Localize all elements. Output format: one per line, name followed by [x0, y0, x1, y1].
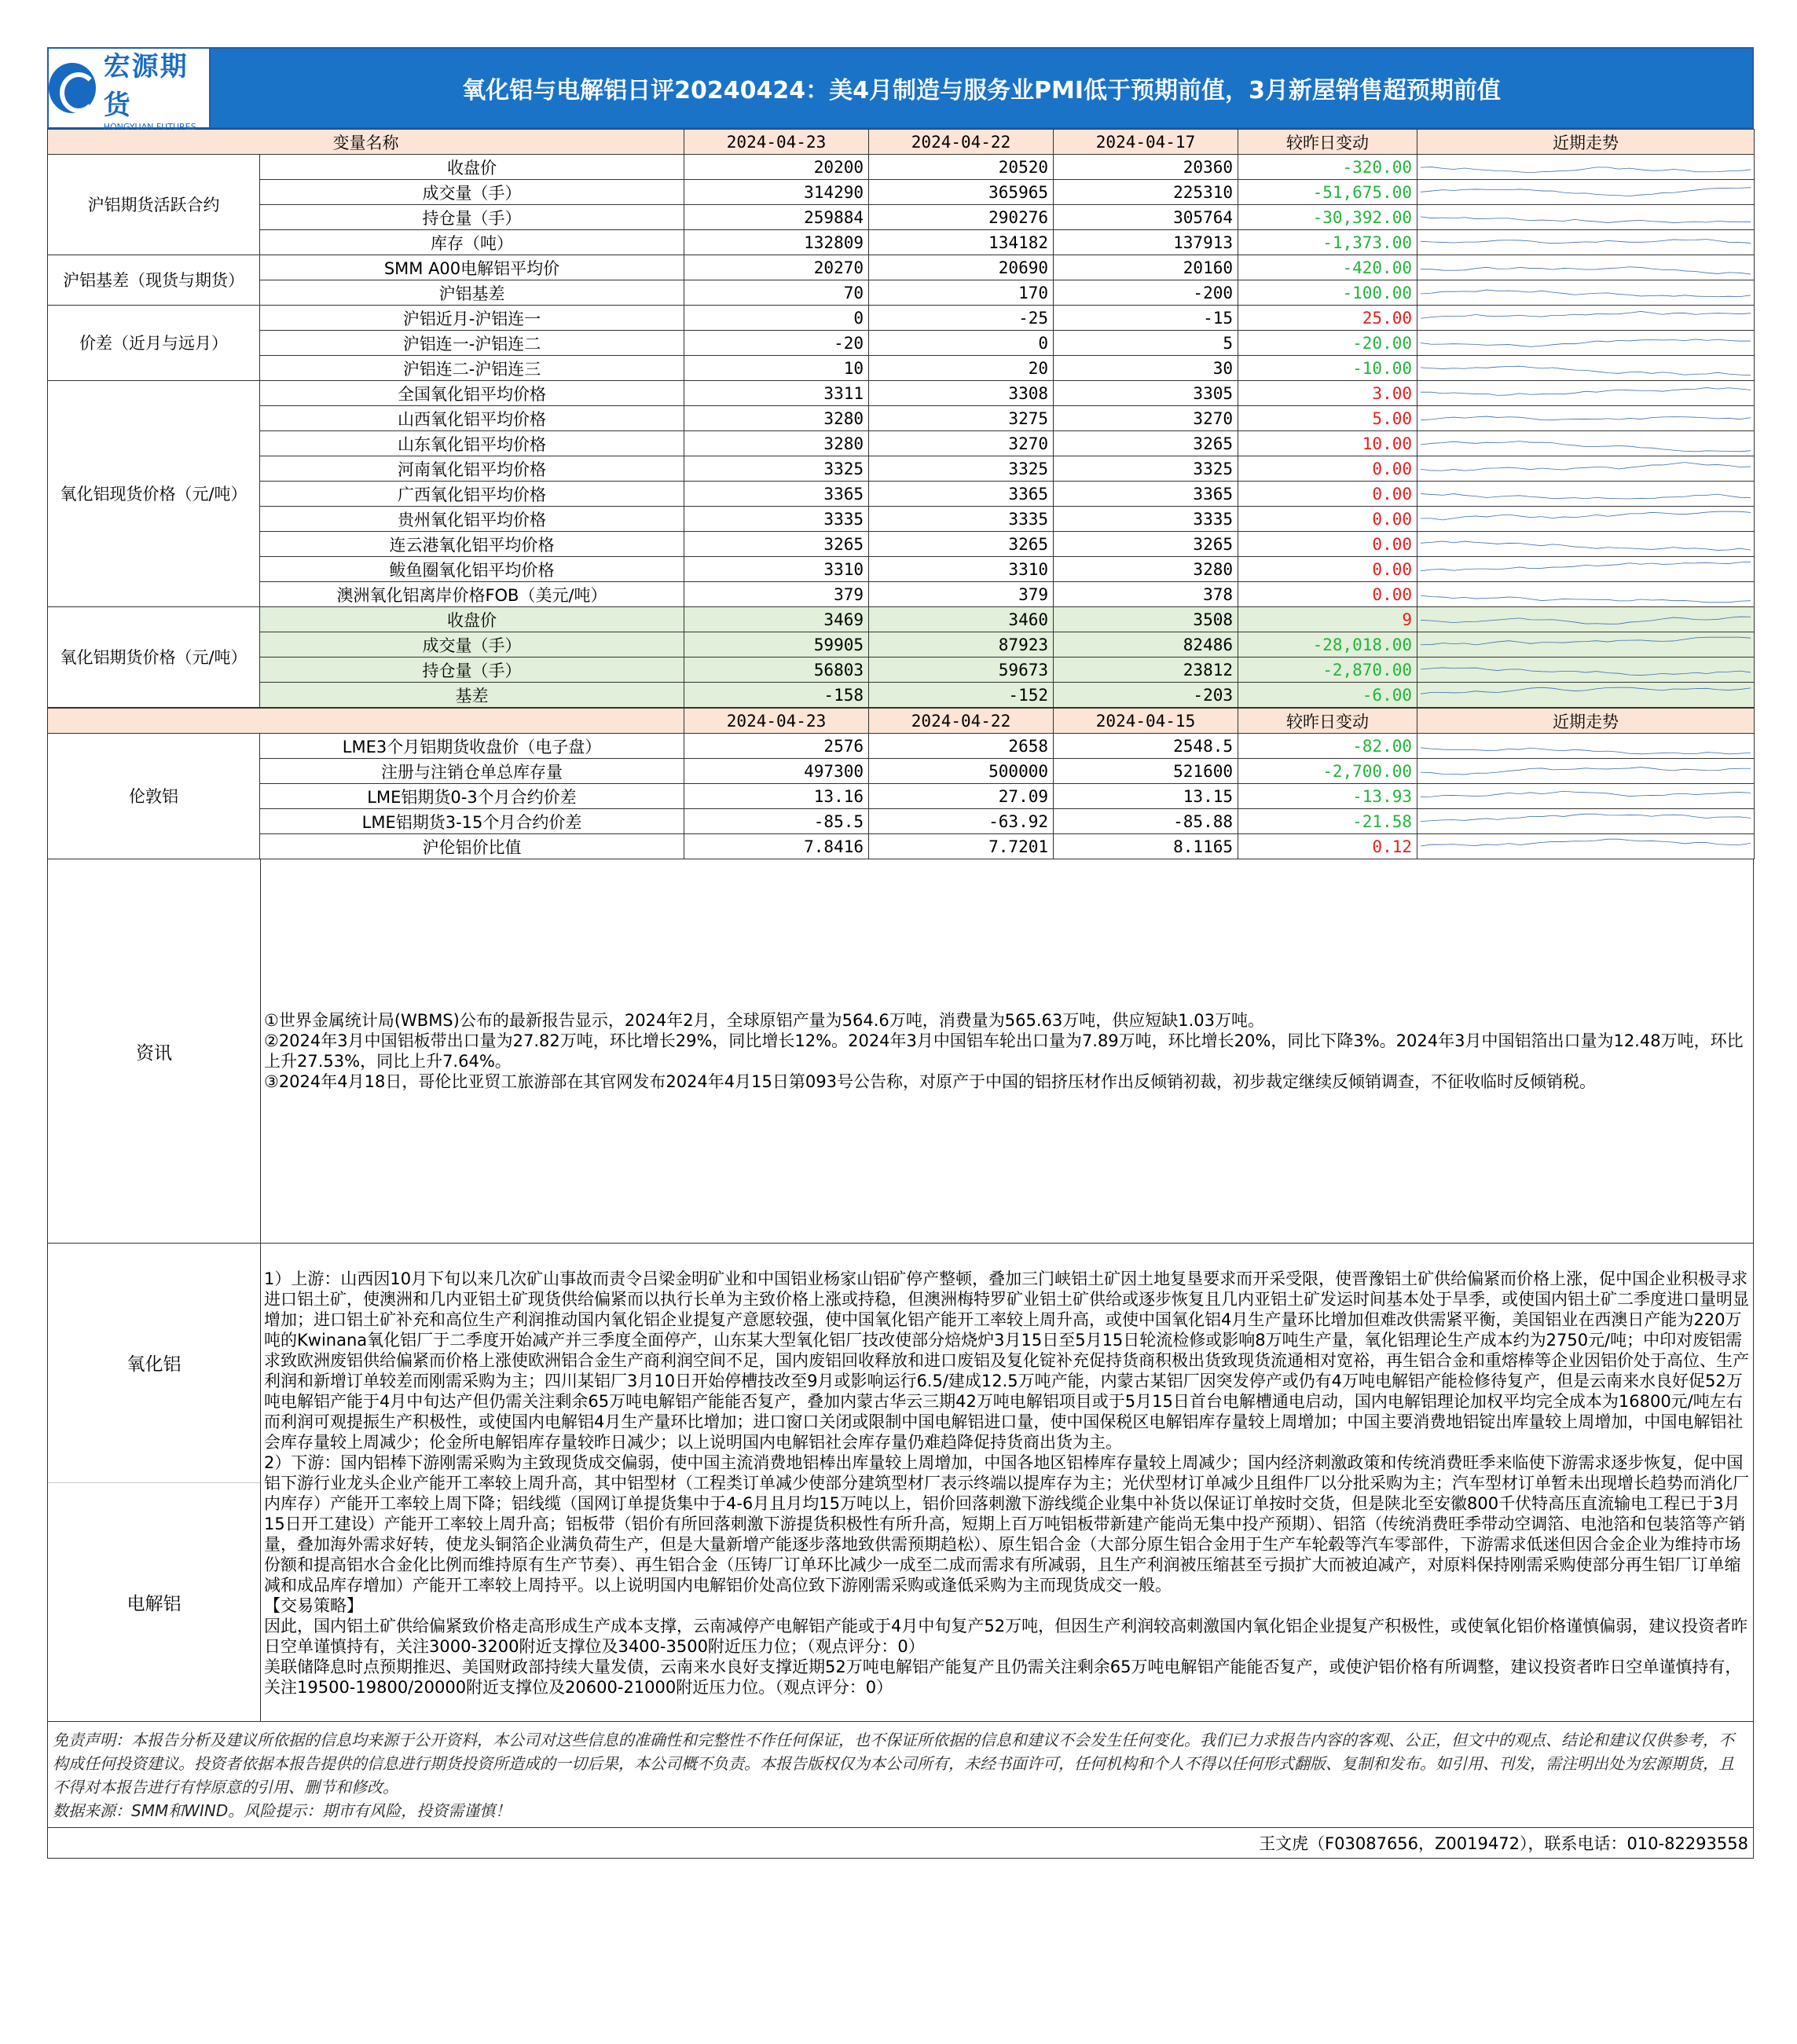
header-date: 2024-04-23 [684, 709, 869, 734]
table-row [48, 230, 1755, 255]
value-cell: 3365 [869, 482, 1054, 507]
change-cell: 25.00 [1238, 306, 1417, 331]
analysis-body [261, 1244, 1753, 1721]
trend-sparkline [1417, 331, 1755, 356]
row-label: 鲅鱼圈氧化铝平均价格 [260, 557, 684, 582]
value-cell: 314290 [684, 180, 869, 205]
company-logo [49, 49, 211, 132]
header-trend: 近期走势 [1417, 130, 1755, 155]
news-section [47, 859, 1754, 1244]
trend-sparkline [1417, 734, 1755, 759]
trend-sparkline [1417, 155, 1755, 180]
value-cell: 3469 [684, 607, 869, 632]
row-label: 收盘价 [260, 607, 684, 632]
value-cell: 3325 [869, 456, 1054, 482]
row-label: 全国氧化铝平均价格 [260, 381, 684, 406]
value-cell: 3365 [1054, 482, 1238, 507]
logo-name: 宏源期货 [103, 50, 189, 121]
alumina-label: 氧化铝 [48, 1244, 260, 1483]
value-cell: 225310 [1054, 180, 1238, 205]
group-label: 氧化铝现货价格（元/吨） [48, 381, 260, 607]
trend-sparkline [1417, 607, 1755, 632]
value-cell: 5 [1054, 331, 1238, 356]
row-label: 河南氧化铝平均价格 [260, 456, 684, 482]
change-cell: 0.00 [1238, 582, 1417, 607]
header-date: 2024-04-15 [1054, 709, 1238, 734]
value-cell: -200 [1054, 280, 1238, 306]
trend-sparkline [1417, 532, 1755, 557]
value-cell: 137913 [1054, 230, 1238, 255]
analysis-section [47, 1244, 1754, 1722]
value-cell: 305764 [1054, 205, 1238, 230]
table-header-row [48, 130, 1755, 155]
table-row [48, 658, 1755, 683]
trend-sparkline [1417, 759, 1755, 784]
table-row [48, 809, 1755, 834]
value-cell: 3270 [869, 431, 1054, 456]
value-cell: 20270 [684, 255, 869, 280]
analyst-contact: 王文虎（F03087656，Z0019472），联系电话：010-82293558 [47, 1828, 1754, 1859]
row-label: 沪铝基差 [260, 280, 684, 306]
value-cell: 20690 [869, 255, 1054, 280]
change-cell: 0.00 [1238, 557, 1417, 582]
table-row [48, 155, 1755, 180]
table-row [48, 356, 1755, 381]
change-cell: 0.00 [1238, 482, 1417, 507]
value-cell: 13.15 [1054, 784, 1238, 809]
news-item: ②2024年3月中国铝板带出口量为27.82万吨，环比增长29%，同比增长12%。2024年3月中国铝车轮出口量为7.89万吨，环比增长20%，同比下降3%。2024年3月中国铝箔出口量为12.48万吨，环比上升27.53%，同比上升7.64%。 [264, 1031, 1744, 1071]
value-cell: 59905 [684, 632, 869, 658]
trend-sparkline [1417, 306, 1755, 331]
row-label: 库存（吨） [260, 230, 684, 255]
news-body [261, 859, 1753, 1243]
change-cell: -51,675.00 [1238, 180, 1417, 205]
value-cell: 3365 [684, 482, 869, 507]
value-cell: 0 [684, 306, 869, 331]
table-row [48, 734, 1755, 759]
value-cell: 13.16 [684, 784, 869, 809]
header-blank [48, 709, 684, 734]
value-cell: 500000 [869, 759, 1054, 784]
header-change: 较昨日变动 [1238, 709, 1417, 734]
news-label: 资讯 [48, 859, 261, 1243]
value-cell: 365965 [869, 180, 1054, 205]
value-cell: 3308 [869, 381, 1054, 406]
logo-icon [49, 63, 96, 113]
trend-sparkline [1417, 482, 1755, 507]
table-row [48, 431, 1755, 456]
report-title: 氧化铝与电解铝日评20240424：美4月制造与服务业PMI低于预期前值，3月新屋销售超预期前值 [462, 77, 1501, 104]
value-cell: 3265 [869, 532, 1054, 557]
table-row [48, 784, 1755, 809]
table-row [48, 306, 1755, 331]
table-row [48, 582, 1755, 607]
table-row [48, 507, 1755, 532]
group-label: 沪铝期货活跃合约 [48, 155, 260, 255]
row-label: 沪铝近月-沪铝连一 [260, 306, 684, 331]
value-cell: 3325 [1054, 456, 1238, 482]
change-cell: 0.00 [1238, 507, 1417, 532]
value-cell: 379 [869, 582, 1054, 607]
data-source: 数据来源：SMM和WIND。风险提示：期市有风险，投资需谨慎！ [53, 1801, 512, 1820]
trend-sparkline [1417, 658, 1755, 683]
row-label: 成交量（手） [260, 632, 684, 658]
value-cell: 82486 [1054, 632, 1238, 658]
table-row [48, 280, 1755, 306]
row-label: 注册与注销仓单总库存量 [260, 759, 684, 784]
value-cell: 497300 [684, 759, 869, 784]
value-cell: -158 [684, 683, 869, 708]
table-row [48, 607, 1755, 632]
aluminum-label: 电解铝 [127, 1593, 182, 1614]
value-cell: 20160 [1054, 255, 1238, 280]
news-item: ①世界金属统计局(WBMS)公布的最新报告显示，2024年2月，全球原铝产量为564.6万吨，消费量为565.63万吨，供应短缺1.03万吨。 [264, 1011, 1264, 1030]
row-label: LME3个月铝期货收盘价（电子盘） [260, 734, 684, 759]
trend-sparkline [1417, 632, 1755, 658]
change-cell: -1,373.00 [1238, 230, 1417, 255]
table-row [48, 180, 1755, 205]
value-cell: -15 [1054, 306, 1238, 331]
row-label: 沪铝连一-沪铝连二 [260, 331, 684, 356]
lme-data-table [47, 708, 1755, 859]
value-cell: 7.7201 [869, 834, 1054, 859]
value-cell: 8.1165 [1054, 834, 1238, 859]
value-cell: 3325 [684, 456, 869, 482]
change-cell: -21.58 [1238, 809, 1417, 834]
row-label: LME铝期货3-15个月合约价差 [260, 809, 684, 834]
row-label: 成交量（手） [260, 180, 684, 205]
news-item: ③2024年4月18日，哥伦比亚贸工旅游部在其官网发布2024年4月15日第093号公告称，对原产于中国的铝挤压材作出反倾销初裁，初步裁定继续反倾销调查，不征收临时反倾销税。 [264, 1072, 1596, 1091]
change-cell: 9 [1238, 607, 1417, 632]
value-cell: -25 [869, 306, 1054, 331]
header-trend: 近期走势 [1417, 709, 1755, 734]
value-cell: -20 [684, 331, 869, 356]
value-cell: 2548.5 [1054, 734, 1238, 759]
value-cell: 134182 [869, 230, 1054, 255]
change-cell: -320.00 [1238, 155, 1417, 180]
value-cell: 70 [684, 280, 869, 306]
trend-sparkline [1417, 280, 1755, 306]
value-cell: -63.92 [869, 809, 1054, 834]
trend-sparkline [1417, 809, 1755, 834]
header-date: 2024-04-22 [869, 130, 1054, 155]
trend-sparkline [1417, 406, 1755, 431]
group-label: 氧化铝期货价格（元/吨） [48, 607, 260, 708]
header-date: 2024-04-22 [869, 709, 1054, 734]
value-cell: 20520 [869, 155, 1054, 180]
group-label: 伦敦铝 [48, 734, 260, 859]
change-cell: 10.00 [1238, 431, 1417, 456]
value-cell: 7.8416 [684, 834, 869, 859]
trend-sparkline [1417, 180, 1755, 205]
value-cell: 378 [1054, 582, 1238, 607]
table-row [48, 532, 1755, 557]
trend-sparkline [1417, 557, 1755, 582]
trend-sparkline [1417, 255, 1755, 280]
value-cell: 3460 [869, 607, 1054, 632]
value-cell: 3335 [869, 507, 1054, 532]
table-row [48, 482, 1755, 507]
value-cell: 2658 [869, 734, 1054, 759]
value-cell: -152 [869, 683, 1054, 708]
disclaimer-text: 免责声明：本报告分析及建议所依据的信息均来源于公开资料，本公司对这些信息的准确性和完整性不作任何保证，也不保证所依据的信息和建议不会发生任何变化。我们已力求报告内容的客观、公正，但文中的观点、结论和建议仅供参考，不构成任何投资建议。投资者依据本报告提供的信息进行期货投资所造成的一切后果，本公司概不负责。本报告版权仅为本公司所有，未经书面许可，任何机构和个人不得以任何形式翻版、复制和发布。如引用、刊发，需注明出处为宏源期货，且不得对本报告进行有悖原意的引用、删节和修改。 [53, 1731, 1734, 1797]
row-label: SMM A00电解铝平均价 [260, 255, 684, 280]
value-cell: 20360 [1054, 155, 1238, 180]
table-row [48, 255, 1755, 280]
strategy-alumina: 因此，国内铝土矿供给偏紧致价格走高形成生产成本支撑，云南减停产电解铝产能或于4月中旬复产52万吨，但因生产利润较高刺激国内氧化铝企业提复产积极性，或使氧化铝价格谨慎偏弱，建议投资者昨日空单谨慎持有，关注3000-3200附近支撑位及3400-3500附近压力位；（观点评分：0） [264, 1617, 1748, 1656]
trend-sparkline [1417, 230, 1755, 255]
row-label: 广西氧化铝平均价格 [260, 482, 684, 507]
row-label: 收盘价 [260, 155, 684, 180]
disclaimer [47, 1722, 1754, 1828]
change-cell: 0.00 [1238, 456, 1417, 482]
value-cell: 3305 [1054, 381, 1238, 406]
value-cell: 0 [869, 331, 1054, 356]
value-cell: 3508 [1054, 607, 1238, 632]
change-cell: 5.00 [1238, 406, 1417, 431]
trend-sparkline [1417, 582, 1755, 607]
value-cell: 3265 [1054, 532, 1238, 557]
change-cell: -10.00 [1238, 356, 1417, 381]
trend-sparkline [1417, 834, 1755, 859]
trend-sparkline [1417, 431, 1755, 456]
value-cell: 20200 [684, 155, 869, 180]
change-cell: -2,870.00 [1238, 658, 1417, 683]
value-cell: -85.5 [684, 809, 869, 834]
table-row [48, 759, 1755, 784]
value-cell: 30 [1054, 356, 1238, 381]
value-cell: 3280 [684, 406, 869, 431]
table-row [48, 834, 1755, 859]
value-cell: -85.88 [1054, 809, 1238, 834]
value-cell: 87923 [869, 632, 1054, 658]
downstream-paragraph: 2）下游：国内铝棒下游刚需采购为主致现货成交偏弱，使中国主流消费地铝棒出库量较上周增加，中国各地区铝棒库存量较上周减少；国内经济刺激政策和传统消费旺季来临使下游需求逐步恢复，促中国铝下游行业龙头企业产能开工率较上周升高，其中铝型材（工程类订单减少使部分建筑型材厂表示终端以提库存为主；光伏型材订单减少且组件厂以分批采购为主；汽车型材订单暂未出现增长趋势而消化厂内库存）产能开工率较上周下降；铝线缆（国网订单提货集中于4-6月且月均15万吨以上，铝价回落刺激下游线缆企业集中补货以保证订单按时交货，但是陕北至安徽800千伏特高压直流输电工程已于3月15日开工建设）产能开工率较上周升高；铝板带（铝价有所回落刺激下游提货积极性有所升高，短期上百万吨铝板带新建产能尚无集中投产预期）、铝箔（传统消费旺季带动空调箔、电池箔和包装箔等产销量，叠加海外需求好转，使龙头铜箔企业满负荷生产，但是大量新增产能逐步落地致供需预期趋松）、原生铝合金（大部分原生铝合金用于生产车轮毂等汽车零部件，下游需求低迷但因合金企业为维持市场份额和提高铝水合金化比例而维持原有生产节奏）、再生铝合金（压铸厂订单环比减少一成至二成而需求有所减弱，且生产利润被压缩甚至亏损扩大而被迫减产，对原料保持刚需采购使部分再生铝厂订单缩减和成品库存增加）产能开工率较上周持平。以上说明国内电解铝价处高位致下游刚需采购或逢低采购为主而现货成交一般。 [264, 1453, 1749, 1595]
row-label: LME铝期货0-3个月合约价差 [260, 784, 684, 809]
value-cell: 3335 [684, 507, 869, 532]
strategy-aluminum: 美联储降息时点预期推迟、美国财政部持续大量发债，云南来水良好支撑近期52万吨电解铝产能复产且仍需关注剩余65万吨电解铝产能能否复产，或使沪铝价格有所调整，建议投资者昨日空单谨慎持有，关注19500-19800/20000附近支撑位及20600-21000附近压力位。（观点评分：0） [264, 1658, 1742, 1697]
header-change: 较昨日变动 [1238, 130, 1417, 155]
change-cell: 0.12 [1238, 834, 1417, 859]
header-variable-name: 变量名称 [48, 130, 684, 155]
value-cell: 3280 [1054, 557, 1238, 582]
value-cell: 27.09 [869, 784, 1054, 809]
table-row [48, 456, 1755, 482]
value-cell: 3311 [684, 381, 869, 406]
row-label: 山东氧化铝平均价格 [260, 431, 684, 456]
strategy-heading: 【交易策略】 [264, 1596, 363, 1615]
value-cell: 3265 [1054, 431, 1238, 456]
group-label: 沪铝基差（现货与期货） [48, 255, 260, 306]
row-label: 山西氧化铝平均价格 [260, 406, 684, 431]
header-date: 2024-04-23 [684, 130, 869, 155]
value-cell: 3270 [1054, 406, 1238, 431]
row-label: 持仓量（手） [260, 658, 684, 683]
value-cell: 20 [869, 356, 1054, 381]
row-label: 基差 [260, 683, 684, 708]
table-header-row [48, 709, 1755, 734]
domestic-data-table [47, 129, 1755, 708]
value-cell: 3310 [684, 557, 869, 582]
row-label: 连云港氧化铝平均价格 [260, 532, 684, 557]
value-cell: 132809 [684, 230, 869, 255]
row-label: 沪伦铝价比值 [260, 834, 684, 859]
group-label: 价差（近月与远月） [48, 306, 260, 381]
header-date: 2024-04-17 [1054, 130, 1238, 155]
value-cell: 59673 [869, 658, 1054, 683]
value-cell: 3280 [684, 431, 869, 456]
row-label: 澳洲氧化铝离岸价格FOB（美元/吨） [260, 582, 684, 607]
trend-sparkline [1417, 356, 1755, 381]
trend-sparkline [1417, 784, 1755, 809]
value-cell: 259884 [684, 205, 869, 230]
change-cell: -100.00 [1238, 280, 1417, 306]
change-cell: 3.00 [1238, 381, 1417, 406]
value-cell: 170 [869, 280, 1054, 306]
value-cell: 290276 [869, 205, 1054, 230]
value-cell: 23812 [1054, 658, 1238, 683]
change-cell: -2,700.00 [1238, 759, 1417, 784]
value-cell: -203 [1054, 683, 1238, 708]
table-row [48, 331, 1755, 356]
value-cell: 521600 [1054, 759, 1238, 784]
change-cell: -28,018.00 [1238, 632, 1417, 658]
value-cell: 3335 [1054, 507, 1238, 532]
table-row [48, 683, 1755, 708]
value-cell: 2576 [684, 734, 869, 759]
change-cell: -30,392.00 [1238, 205, 1417, 230]
value-cell: 3275 [869, 406, 1054, 431]
row-label: 持仓量（手） [260, 205, 684, 230]
table-row [48, 557, 1755, 582]
change-cell: -6.00 [1238, 683, 1417, 708]
row-label: 沪铝连二-沪铝连三 [260, 356, 684, 381]
value-cell: 3310 [869, 557, 1054, 582]
trend-sparkline [1417, 381, 1755, 406]
value-cell: 3265 [684, 532, 869, 557]
table-row [48, 632, 1755, 658]
table-row [48, 205, 1755, 230]
value-cell: 56803 [684, 658, 869, 683]
change-cell: 0.00 [1238, 532, 1417, 557]
change-cell: -82.00 [1238, 734, 1417, 759]
change-cell: -420.00 [1238, 255, 1417, 280]
value-cell: 10 [684, 356, 869, 381]
table-row [48, 381, 1755, 406]
report-header [47, 47, 1754, 132]
change-cell: -20.00 [1238, 331, 1417, 356]
row-label: 贵州氧化铝平均价格 [260, 507, 684, 532]
change-cell: -13.93 [1238, 784, 1417, 809]
logo-english: HONGYUAN FUTURES [103, 121, 196, 132]
report-sheet [47, 47, 1754, 1859]
table-row [48, 406, 1755, 431]
trend-sparkline [1417, 456, 1755, 482]
trend-sparkline [1417, 683, 1755, 708]
upstream-paragraph: 1）上游：山西因10月下旬以来几次矿山事故而责令吕梁金明矿业和中国铝业杨家山铝矿停产整顿，叠加三门峡铝土矿因土地复垦要求而开采受限，使晋豫铝土矿供给偏紧而价格上涨，促中国企业积极寻求进口铝土矿，使澳洲和几内亚铝土矿现货供给偏紧而以执行长单为主致价格上涨或持稳，但澳洲梅特罗矿业铝土矿供给或逐步恢复且几内亚铝土矿发运时间基本处于旱季，或使国内铝土矿二季度进口量明显增加；进口铝土矿补充和高位生产利润推动国内氧化铝企业提复产意愿较强，使中国氧化铝产能开工率较上周升高，或使中国氧化铝4月生产量环比增加但难改供需紧平衡，美国铝业在西澳日产能为220万吨的Kwinana氧化铝厂于二季度开始减产并三季度全面停产，山东某大型氧化铝厂技改使部分焙烧炉3月15日至5月15日轮流检修或影响8万吨生产量，氧化铝理论生产成本约为2750元/吨；中印对废铝需求致欧洲废铝供给偏紧而价格上涨使欧洲铝合金生产商利润空间不足，国内废铝回收释放和进口废铝及复化锭补充促持货商积极出货致现货流通相对宽裕，再生铝合金和重熔棒等企业因铝价处于高位、生产利润和新增订单较差而刚需采购为主；四川某铝厂3月10日开始停槽技改至9月或影响运行6.5/建成12.5万吨产能，内蒙古某铝厂因突发停产或仍有4万吨电解铝产能检修待复产，但是云南来水良好促52万吨电解铝产能于4月中旬达产但仍需关注剩余65万吨电解铝产能能否复产，叠加内蒙古华云三期42万吨电解铝项目或于5月15日首台电解槽通电启动，国内电解铝理论加权平均完全成本为16800元/吨左右而利润可观提振生产积极性，或使国内电解铝4月生产量环比增加；进口窗口关闭或限制中国电解铝进口量，使中国保税区电解铝库存量较上周增加；中国主要消费地铝锭出库量较上周增加，中国电解铝社会库存量较上周减少；伦金所电解铝库存量较昨日减少；以上说明国内电解铝社会库存量仍难趋降促持货商出货为主。 [264, 1269, 1749, 1452]
value-cell: 379 [684, 582, 869, 607]
trend-sparkline [1417, 507, 1755, 532]
trend-sparkline [1417, 205, 1755, 230]
